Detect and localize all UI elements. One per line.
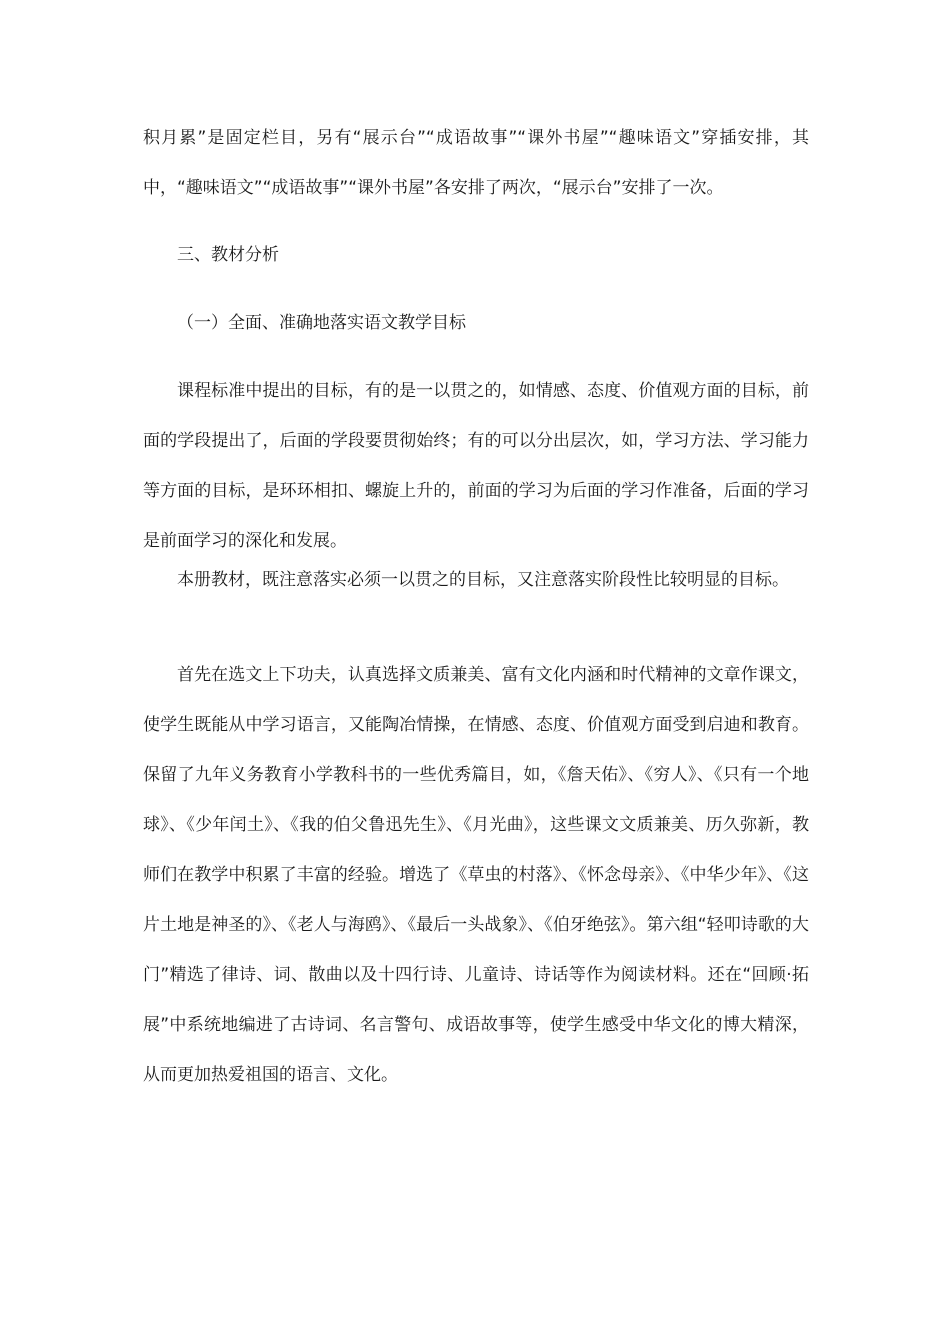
paragraph-columns-summary: 积月累”是固定栏目，另有“展示台”“成语故事”“课外书屋”“趣味语文”穿插安排，其中，“趣味语文”“成语故事”“课外书屋”各安排了两次，“展示台”安排了一次。 <box>143 128 809 198</box>
subsection-heading-teaching-goals: （一）全面、准确地落实语文教学目标 <box>177 313 466 333</box>
paragraph-text-selection: 首先在选文上下功夫，认真选择文质兼美、富有文化内涵和时代精神的文章作课文，使学生既能从中学习语言，又能陶冶情操，在情感、态度、价值观方面受到启迪和教育。保留了九年义务教育小学教科书的一些优秀篇目，如，《詹天佑》、《穷人》、《只有一个地球》、《少年闰土》、《我的伯父鲁迅先生》、《月光曲》，这些课文文质兼美、历久弥新，教师们在教学中积累了丰富的经验。增选了《草虫的村落》、《怀念母亲》、《中华少年》、《这片土地是神圣的》、《老人与海鸥》、《最后一头战象》、《伯牙绝弦》。第六组“轻叩诗歌的大门”精选了律诗、词、散曲以及十四行诗、儿童诗、诗话等作为阅读材料。还在“回顾·拓展”中系统地编进了古诗词、名言警句、成语故事等，使学生感受中华文化的博大精深，从而更加热爱祖国的语言、文化。 <box>143 665 809 1085</box>
paragraph-textbook-focus: 本册教材，既注意落实必须一以贯之的目标，又注意落实阶段性比较明显的目标。 <box>177 570 789 590</box>
paragraph-curriculum-goals: 课程标准中提出的目标，有的是一以贯之的，如情感、态度、价值观方面的目标，前面的学段提出了，后面的学段要贯彻始终；有的可以分出层次，如，学习方法、学习能力等方面的目标，是环环相扣、螺旋上升的，前面的学习为后面的学习作准备，后面的学习是前面学习的深化和发展。 <box>143 381 809 551</box>
section-heading-textbook-analysis: 三、教材分析 <box>177 245 279 265</box>
